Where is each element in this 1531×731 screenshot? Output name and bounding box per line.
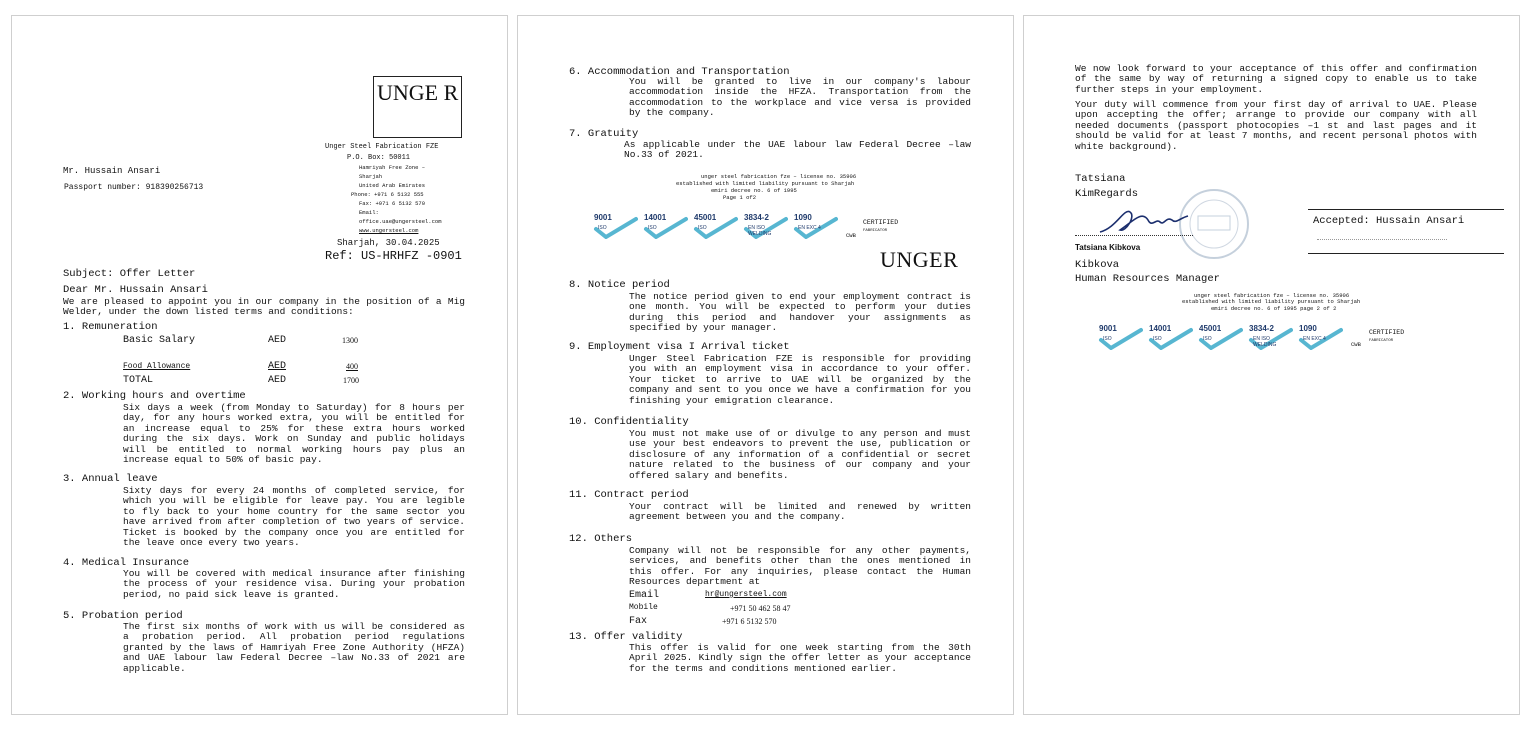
cert-standard: ISO <box>648 225 657 231</box>
cwb-label: CWB <box>1351 341 1361 348</box>
letter-salutation: Dear Mr. Hussain Ansari <box>63 284 208 296</box>
section-12-title: 12. Others <box>569 533 633 545</box>
section-1-title: 1. Remuneration <box>63 321 158 333</box>
section-2-title: 2. Working hours and overtime <box>63 390 246 402</box>
footer-liability: established with limited liability pursuant to Sharjah <box>676 180 855 187</box>
certification-logos <box>592 213 838 237</box>
cwb-label: CWB <box>846 232 856 239</box>
signatory-full-name: Tatsiana Kibkova <box>1075 243 1141 252</box>
section-7-title: 7. Gratuity <box>569 128 639 140</box>
basic-salary-label: Basic Salary <box>123 335 196 346</box>
unger-logo: UNGE R <box>373 76 462 138</box>
cert-badge <box>1197 324 1243 348</box>
signatory-first-name: Tatsiana <box>1075 173 1126 185</box>
cert-badge <box>692 213 738 237</box>
cert-standard: EN EXC 4 <box>1303 336 1326 342</box>
page-number: Page 1 of2 <box>723 194 757 201</box>
letter-ref: Ref: US-HRHFZ -0901 <box>325 249 462 263</box>
section-3-text: Sixty days for every 24 months of completed service, for which you will be eligible for leave pay. You are legible to fly back to your home country for the same sector you have arrived from after completion of two years of service. Ticket is booked by the company once you are entitled for the leave once every two years. <box>123 485 465 549</box>
section-4-text: You will be covered with medical insurance after finishing the process of your residence visa. During your probation period, no paid sick leave is granted. <box>123 568 465 600</box>
closing-paragraph-1: We now look forward to your acceptance of this offer and confirmation of the same by way of returning a signed copy to enable us to take further steps in your employment. <box>1075 63 1477 95</box>
section-12-text: Company will not be responsible for any other payments, services, and benefits other than the ones mentioned in this offer. For any inquiries, please contact the Human Resources department at <box>629 545 971 588</box>
cert-standard: ISO <box>598 225 607 231</box>
letter-page-2 <box>517 15 1014 715</box>
company-address-2: Sharjah <box>359 173 383 180</box>
passport-number: Passport number: 918390256713 <box>64 183 204 192</box>
company-address-1: Hamriyah Free Zone – <box>359 164 426 171</box>
signatory-title: Human Resources Manager <box>1075 273 1220 285</box>
food-allowance-currency: AED <box>268 361 287 372</box>
intro-paragraph: We are pleased to appoint you in our company in the position of a Mig Welder, under the down listed terms and conditions: <box>63 296 465 318</box>
certified-badge <box>1369 329 1404 345</box>
certified-label: CERTIFIED <box>863 219 899 226</box>
letter-date: Sharjah, 30.04.2025 <box>337 238 440 248</box>
acceptance-label: Accepted: Hussain Ansari <box>1313 215 1465 227</box>
section-4-title: 4. Medical Insurance <box>63 557 190 569</box>
acceptance-bottom-line <box>1308 253 1504 254</box>
company-website[interactable]: www.ungersteel.com <box>359 227 419 234</box>
section-7-text: As applicable under the UAE labour law Federal Decree –law No.33 of 2021. <box>624 139 971 161</box>
company-phone: Phone: +971 6 5132 555 <box>351 191 424 198</box>
cert-number: 45001 <box>694 213 717 222</box>
section-2-text: Six days a week (from Monday to Saturday) for 8 hours per day, for any hours worked extra, you will be entitled for an increase equal to 25% for these extra hours worked during the six days. Work on Sunday and public holidays will be entitled to normal working hours pay plus an increase equal to 50% of basic pay. <box>123 402 465 466</box>
acceptance-signature-line[interactable] <box>1317 239 1447 240</box>
footer-license: unger steel fabrication fze – license no. 35906 <box>1194 292 1350 299</box>
total-label: TOTAL <box>123 375 154 386</box>
cert-number: 14001 <box>1149 324 1172 333</box>
section-11-title: 11. Contract period <box>569 489 689 501</box>
company-email[interactable]: office.uae@ungersteel.com <box>359 218 442 225</box>
footer-decree: emiri decree no. 6 of 1995 <box>711 187 797 194</box>
cert-standard: ISO <box>1103 336 1112 342</box>
company-pobox: P.O. Box: 50011 <box>347 154 411 162</box>
certified-badge <box>863 219 898 235</box>
regards-text: KimRegards <box>1075 188 1139 200</box>
cert-number: 3834-2 <box>1249 324 1274 333</box>
section-9-text: Unger Steel Fabrication FZE is responsible for providing you with an employment visa in accordance to your offer. Your ticket to arrive to UAE will be organized by the company and sent to you once we have a confirmation for you finishing your emigration clearance. <box>629 353 971 406</box>
contact-email-label: Email <box>629 590 660 601</box>
cert-standard: ISO <box>698 225 707 231</box>
section-8-title: 8. Notice period <box>569 279 670 291</box>
cert-number: 14001 <box>644 213 667 222</box>
certified-sub: FABRICATOR <box>863 229 888 233</box>
cert-number: 45001 <box>1199 324 1222 333</box>
cert-badge <box>592 213 638 237</box>
section-6-title: 6. Accommodation and Transportation <box>569 66 790 78</box>
unger-brand: UNGER <box>880 247 959 272</box>
contact-fax-label: Fax <box>629 616 648 627</box>
total-currency: AED <box>268 375 287 386</box>
food-allowance-label: Food Allowance <box>123 362 191 371</box>
contact-mobile-label: Mobile <box>629 603 658 612</box>
signature-line <box>1075 235 1193 236</box>
cert-number: 1090 <box>1299 324 1317 333</box>
cert-badge <box>1247 324 1293 348</box>
certified-label: CERTIFIED <box>1369 329 1405 336</box>
closing-paragraph-2: Your duty will commence from your first day of arrival to UAE. Please upon accepting the offer; arrange to provide our company with all needed documents (passport photocopies –1 st and last pages and it should be valid for at least 7 months, and recent personal photos with white background). <box>1075 99 1477 152</box>
contact-fax: +971 6 5132 570 <box>722 617 777 626</box>
cert-standard: EN ISO WELDING <box>748 225 772 237</box>
cert-badge <box>742 213 788 237</box>
section-13-title: 13. Offer validity <box>569 631 683 643</box>
cert-number: 1090 <box>794 213 812 222</box>
section-6-text: You will be granted to live in our company's labour accommodation inside the HFZA. Transportation from the accommodation to the workplace and vice versa is provided by the company. <box>629 76 971 119</box>
section-13-text: This offer is valid for one week starting from the 30th April 2025. Kindly sign the offer letter as your acceptance for the terms and conditions mentioned earlier. <box>629 642 971 674</box>
company-address-3: United Arab Emirates <box>359 182 426 189</box>
company-fax: Fax: +971 6 5132 570 <box>359 200 426 207</box>
food-allowance-value: 400 <box>346 362 358 371</box>
cert-badge <box>642 213 688 237</box>
acceptance-top-line <box>1308 209 1504 210</box>
cert-badge <box>1147 324 1193 348</box>
letter-page-1 <box>11 15 508 715</box>
cert-standard: ISO <box>1153 336 1162 342</box>
total-value: 1700 <box>343 376 359 385</box>
signatory-last-name: Kibkova <box>1075 259 1120 271</box>
company-email-label: Email: <box>359 209 379 216</box>
section-5-text: The first six months of work with us will be considered as a probation period. All probation period regulations granted by the laws of Hamriyah Free Zone Authority (HFZA) and UAE labour law Federal Decree –law No.33 of 2021 are applicable. <box>123 621 465 674</box>
cert-standard: EN ISO WELDING <box>1253 336 1277 348</box>
letter-subject: Subject: Offer Letter <box>63 268 196 280</box>
contact-email[interactable]: hr@ungersteel.com <box>705 590 787 599</box>
cert-badge <box>792 213 838 237</box>
cert-number: 9001 <box>594 213 612 222</box>
contact-mobile: +971 50 462 58 47 <box>730 604 791 613</box>
footer-liability: established with limited liability pursuant to Sharjah <box>1182 298 1361 305</box>
section-9-title: 9. Employment visa I Arrival ticket <box>569 341 790 353</box>
footer-license: unger steel fabrication fze – license no. 35906 <box>701 173 857 180</box>
cert-badge <box>1097 324 1143 348</box>
recipient-name: Mr. Hussain Ansari <box>63 166 161 176</box>
section-10-text: You must not make use of or divulge to any person and must use your best endeavors to prevent the use, publication or disclosure of any information of a confidential or secret nature related to the business of our company and your offered salary and benefits. <box>629 428 971 481</box>
cert-standard: ISO <box>1203 336 1212 342</box>
section-10-title: 10. Confidentiality <box>569 416 689 428</box>
section-8-text: The notice period given to end your employment contract is one month. You will be expected to perform your duties during this period and handover your assignments as specified by your manager. <box>629 291 971 334</box>
basic-salary-currency: AED <box>268 335 287 346</box>
certification-logos <box>1097 324 1343 348</box>
cert-number: 9001 <box>1099 324 1117 333</box>
basic-salary-value: 1300 <box>342 336 358 345</box>
letter-page-3 <box>1023 15 1520 715</box>
section-5-title: 5. Probation period <box>63 610 183 622</box>
cert-number: 3834-2 <box>744 213 769 222</box>
company-name: Unger Steel Fabrication FZE <box>325 143 439 151</box>
footer-decree-page: emiri decree no. 6 of 1995 page 2 of 2 <box>1211 305 1337 312</box>
certified-sub: FABRICATOR <box>1369 339 1394 343</box>
section-3-title: 3. Annual leave <box>63 473 158 485</box>
cert-badge <box>1297 324 1343 348</box>
section-11-text: Your contract will be limited and renewed by written agreement between you and the company. <box>629 501 971 523</box>
cert-standard: EN EXC 4 <box>798 225 821 231</box>
